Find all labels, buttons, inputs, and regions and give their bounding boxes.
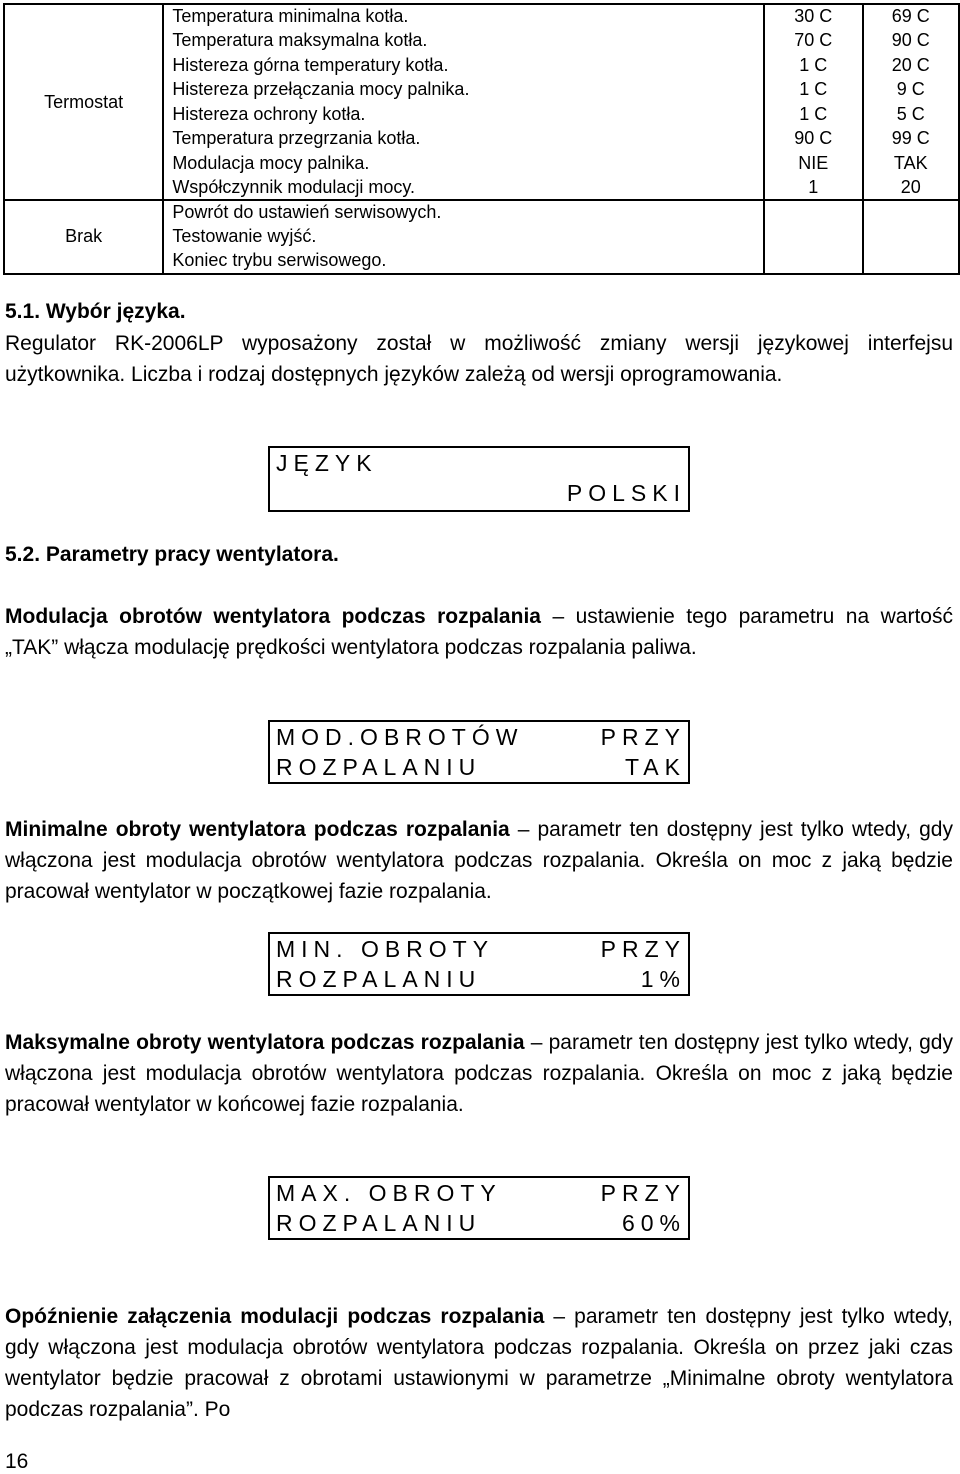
param-name: Powrót do ustawień serwisowych. xyxy=(163,200,764,225)
paragraph-title: Minimalne obroty wentylatora podczas rozpalania xyxy=(5,818,510,841)
param-min: 1 C xyxy=(764,102,862,127)
group-termostat: Termostat xyxy=(4,4,163,200)
lcd-line2-right: 60% xyxy=(621,1210,686,1236)
param-name: Modulacja mocy palnika. xyxy=(163,151,764,176)
param-max: 69 C xyxy=(863,4,960,29)
lcd-line2-right: 1% xyxy=(640,966,686,992)
param-min: 1 C xyxy=(764,78,862,103)
param-name: Temperatura minimalna kotła. xyxy=(163,4,764,29)
param-min: 70 C xyxy=(764,29,862,54)
lcd-line1-left: MAX. OBROTY xyxy=(276,1180,502,1206)
param-name: Histereza przełączania mocy palnika. xyxy=(163,78,764,103)
lcd-line1-right: PRZY xyxy=(600,936,686,962)
group-brak: Brak xyxy=(4,200,163,274)
page-number: 16 xyxy=(5,1450,29,1473)
paragraph-opoznienie xyxy=(5,1301,953,1425)
lcd-line2: POLSKI xyxy=(566,480,686,506)
param-min: 90 C xyxy=(764,127,862,152)
paragraph-body: – parametr ten dostępny jest tylko wtedy, gdy włączona jest modulacja obrotów wentylatora podczas rozpalania. Określa on moc z jaką będzie pracował wentylator w końcowej fazie rozpalania. xyxy=(5,1031,953,1116)
param-max: 99 C xyxy=(863,127,960,152)
lcd-line2-left: ROZPALANIU xyxy=(276,966,482,992)
param-min xyxy=(764,200,862,225)
lcd-language xyxy=(268,446,690,512)
section-heading-5-2: 5.2. Parametry pracy wentylatora. xyxy=(5,543,339,566)
paragraph-title: Maksymalne obroty wentylatora podczas rozpalania xyxy=(5,1031,525,1054)
lcd-line1-right: PRZY xyxy=(600,1180,686,1206)
param-max: TAK xyxy=(863,151,960,176)
param-max xyxy=(863,249,960,274)
param-name: Temperatura przegrzania kotła. xyxy=(163,127,764,152)
lcd-max-obroty xyxy=(268,1176,690,1240)
lcd-line1-right: PRZY xyxy=(600,724,686,750)
section-heading-5-1: 5.1. Wybór języka. xyxy=(5,300,186,323)
param-max: 20 C xyxy=(863,53,960,78)
param-name: Testowanie wyjść. xyxy=(163,225,764,250)
param-max: 20 xyxy=(863,176,960,201)
param-min: NIE xyxy=(764,151,862,176)
param-min: 30 C xyxy=(764,4,862,29)
paragraph-title: Modulacja obrotów wentylatora podczas rozpalania xyxy=(5,605,541,628)
param-name: Histereza ochrony kotła. xyxy=(163,102,764,127)
parameters-table xyxy=(3,3,960,275)
param-min xyxy=(764,249,862,274)
section-text-5-1: Regulator RK-2006LP wyposażony został w możliwość zmiany wersji językowej interfejsu użytkownika. Liczba i rodzaj dostępnych języków zależą od wersji oprogramowania. xyxy=(5,332,953,386)
param-min: 1 C xyxy=(764,53,862,78)
paragraph-body: – ustawienie tego parametru na wartość „TAK” włącza modulację prędkości wentylatora podczas rozpalania paliwa. xyxy=(5,605,953,659)
paragraph-body: – parametr ten dostępny jest tylko wtedy, gdy włączona jest modulacja obrotów wentylatora podczas rozpalania. Określa on przez jaki czas wentylator będzie pracował z obrotami ustawionymi w parametrze „Minimalne obroty wentylatora podczas rozpalania”. Po xyxy=(5,1305,953,1421)
param-max: 9 C xyxy=(863,78,960,103)
paragraph-min-obroty xyxy=(5,814,953,907)
param-max: 90 C xyxy=(863,29,960,54)
lcd-mod-obrotow xyxy=(268,720,690,784)
table-row xyxy=(4,200,959,225)
param-max xyxy=(863,200,960,225)
param-name: Koniec trybu serwisowego. xyxy=(163,249,764,274)
lcd-line1: JĘZYK xyxy=(276,450,378,476)
lcd-min-obroty xyxy=(268,932,690,996)
table-row xyxy=(4,4,959,29)
param-min xyxy=(764,225,862,250)
lcd-line2-right: TAK xyxy=(624,754,686,780)
paragraph-max-obroty xyxy=(5,1027,953,1120)
param-max xyxy=(863,225,960,250)
param-name: Współczynnik modulacji mocy. xyxy=(163,176,764,201)
lcd-line1-left: MOD.OBROTÓW xyxy=(276,724,524,750)
lcd-line2-left: ROZPALANIU xyxy=(276,754,482,780)
param-name: Temperatura maksymalna kotła. xyxy=(163,29,764,54)
lcd-line2-left: ROZPALANIU xyxy=(276,1210,482,1236)
param-min: 1 xyxy=(764,176,862,201)
param-name: Histereza górna temperatury kotła. xyxy=(163,53,764,78)
paragraph-body: – parametr ten dostępny jest tylko wtedy, gdy włączona jest modulacja obrotów wentylatora podczas rozpalania. Określa on moc z jaką będzie pracował wentylator w początkowej fazie rozpalania. xyxy=(5,818,953,903)
paragraph-mod-obrotow xyxy=(5,601,953,663)
lcd-line1-left: MIN. OBROTY xyxy=(276,936,495,962)
paragraph-title: Opóźnienie załączenia modulacji podczas rozpalania xyxy=(5,1305,545,1328)
param-max: 5 C xyxy=(863,102,960,127)
